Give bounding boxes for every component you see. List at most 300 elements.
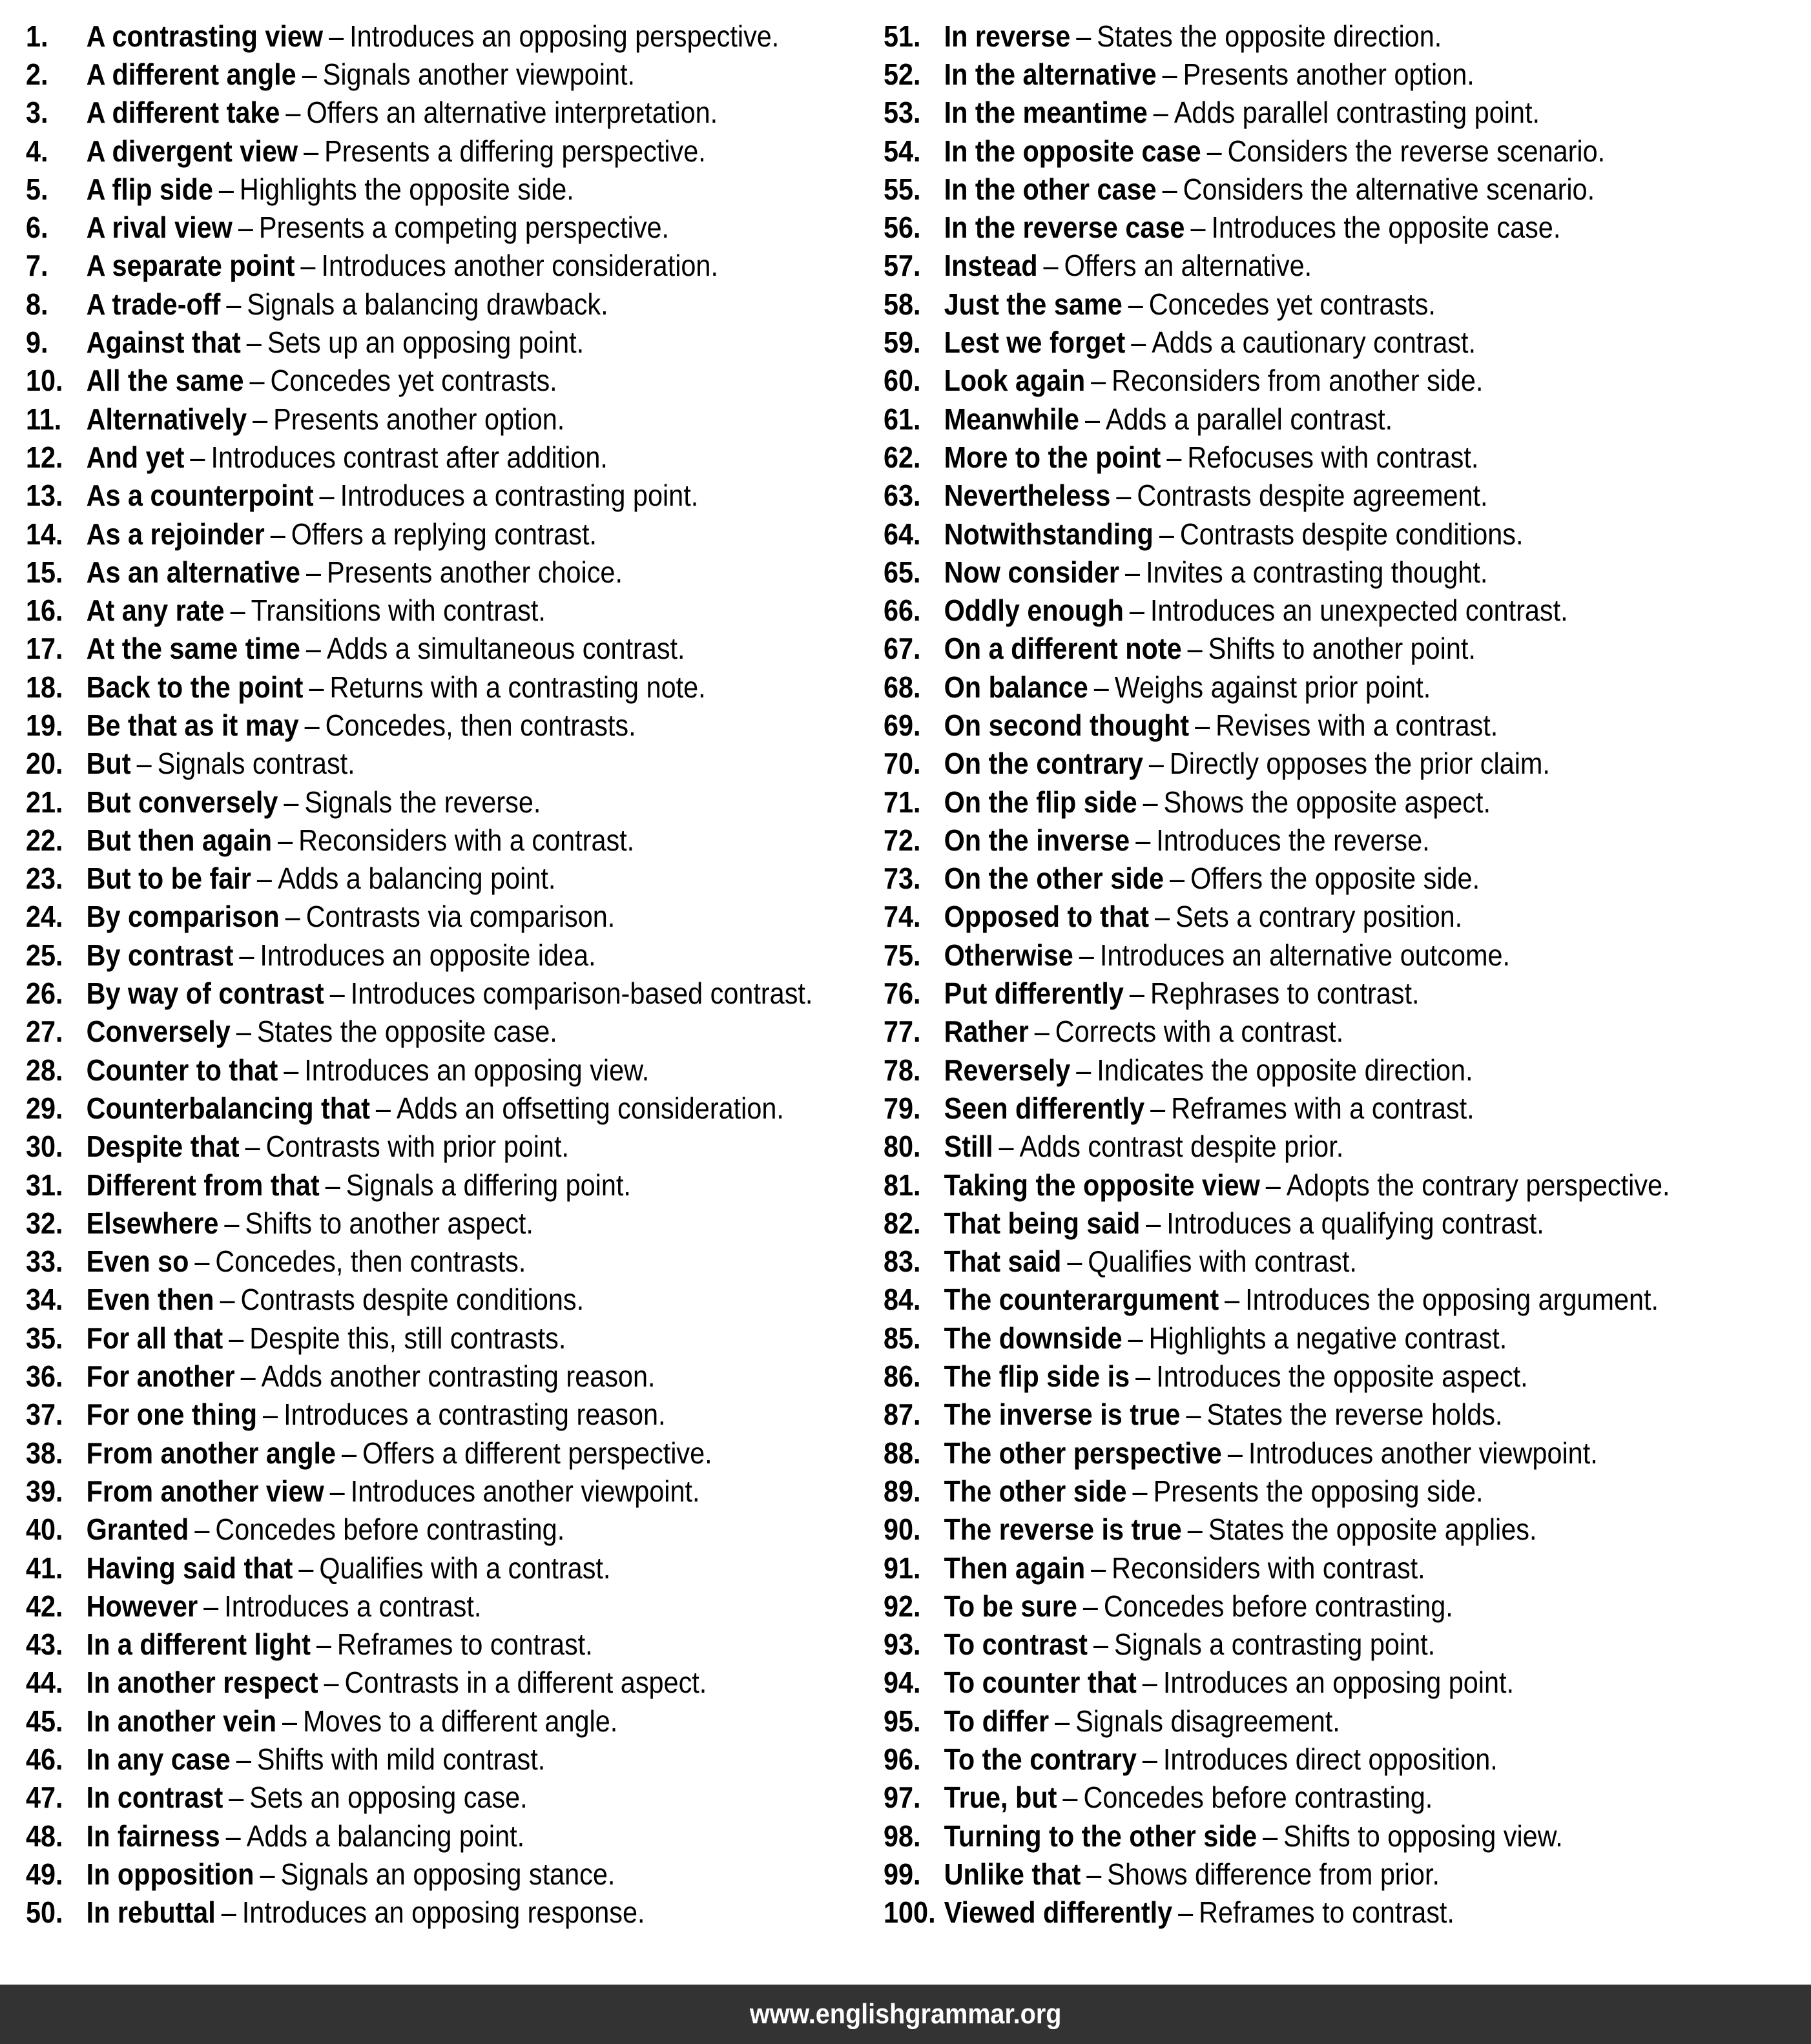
item-separator: – [1116, 479, 1132, 513]
list-item [26, 94, 798, 132]
item-number: 30. [26, 1130, 63, 1164]
item-separator: – [136, 747, 152, 781]
item-phrase: In reverse [944, 19, 1071, 53]
item-phrase: For all that [86, 1321, 223, 1355]
item-phrase: In rebuttal [86, 1895, 216, 1930]
item-number: 1. [26, 19, 48, 53]
item-text [86, 976, 813, 1011]
item-description: Introduces the reverse. [1156, 823, 1430, 857]
item-separator: – [236, 1015, 251, 1049]
list-item [26, 1396, 798, 1434]
item-text [86, 1130, 569, 1164]
item-description: Introduces an alternative outcome. [1099, 938, 1510, 972]
item-phrase: Be that as it may [86, 708, 299, 742]
list-item [884, 936, 1695, 974]
item-text [86, 479, 699, 513]
item-phrase: Now consider [944, 555, 1120, 589]
list-item [26, 1128, 798, 1166]
item-separator: – [253, 402, 268, 436]
item-separator: – [230, 594, 245, 628]
item-separator: – [1129, 976, 1144, 1011]
item-separator: – [375, 1091, 391, 1125]
item-number: 59. [884, 325, 921, 360]
item-number: 10. [26, 364, 63, 398]
item-separator: – [239, 938, 254, 972]
item-text [86, 1895, 645, 1930]
item-text [86, 594, 546, 628]
item-separator: – [270, 517, 285, 551]
item-separator: – [325, 1168, 340, 1202]
item-text [86, 96, 718, 130]
list-item [884, 1434, 1695, 1472]
item-text [87, 404, 565, 434]
item-number: 13. [26, 479, 63, 513]
item-phrase: The other perspective [944, 1436, 1222, 1470]
list-item [884, 1166, 1695, 1204]
item-phrase: Seen differently [944, 1091, 1145, 1125]
item-description: Adds another contrasting reason. [261, 1359, 656, 1394]
item-phrase: Unlike that [944, 1857, 1081, 1891]
item-phrase: In the opposite case [944, 134, 1201, 168]
item-description: Moves to a different angle. [303, 1704, 618, 1738]
list-item [26, 438, 798, 476]
list-item [884, 515, 1695, 553]
item-separator: – [236, 1742, 251, 1776]
item-description: Introduces a contrast. [224, 1589, 482, 1623]
item-description: Invites a contrasting thought. [1146, 555, 1488, 589]
item-number: 61. [884, 402, 921, 436]
list-item [884, 898, 1695, 936]
item-separator: – [1186, 1398, 1201, 1432]
item-number: 94. [884, 1666, 921, 1700]
item-separator: – [1153, 96, 1168, 130]
item-text [87, 442, 608, 472]
item-number: 28. [26, 1053, 63, 1087]
list-item [26, 1587, 798, 1625]
item-separator: – [249, 364, 265, 398]
item-text [87, 1208, 533, 1238]
item-number: 65. [884, 555, 921, 589]
item-description: Introduces another viewpoint. [350, 1474, 700, 1508]
item-separator: – [194, 1512, 210, 1547]
item-description: Presents a competing perspective. [258, 211, 670, 245]
item-separator: – [329, 19, 344, 53]
item-number: 29. [26, 1091, 63, 1125]
list-item [884, 285, 1695, 323]
item-phrase: In the meantime [944, 96, 1148, 130]
item-text [944, 404, 1393, 434]
item-description: Concedes before contrasting. [215, 1512, 565, 1547]
item-text [87, 1859, 616, 1889]
item-separator: – [282, 1704, 298, 1738]
item-separator: – [238, 211, 253, 245]
item-text [87, 519, 597, 549]
item-number: 36. [26, 1359, 63, 1394]
item-description: Introduces an opposing perspective. [349, 19, 780, 53]
list-item [884, 1511, 1695, 1549]
item-description: Qualifies with a contrast. [319, 1551, 611, 1585]
item-separator: – [300, 249, 316, 283]
item-number: 11. [26, 402, 62, 436]
item-number: 21. [26, 785, 63, 819]
item-separator: – [203, 1589, 219, 1623]
item-separator: – [194, 1244, 210, 1279]
list-item [26, 706, 798, 744]
item-separator: – [1146, 1206, 1161, 1240]
item-separator: – [1131, 325, 1146, 360]
item-description: Signals a contrasting point. [1113, 1627, 1436, 1662]
item-text [87, 1744, 546, 1774]
item-text [86, 249, 718, 283]
item-text [944, 1859, 1440, 1889]
item-phrase: In the alternative [944, 57, 1157, 91]
list-item [26, 630, 798, 668]
list-item [884, 1740, 1695, 1778]
item-text [944, 1666, 1515, 1700]
item-text [944, 96, 1540, 130]
list-item [884, 1204, 1695, 1242]
item-phrase: A divergent view [86, 134, 298, 168]
item-text [944, 1781, 1433, 1815]
list-item [884, 1013, 1695, 1051]
item-phrase: To the contrary [944, 1742, 1137, 1776]
item-number: 46. [26, 1742, 63, 1776]
item-number: 20. [26, 747, 63, 781]
item-text [86, 1244, 526, 1279]
item-phrase: Back to the point [86, 670, 304, 704]
item-number: 16. [26, 594, 63, 628]
item-phrase: Having said that [86, 1551, 293, 1585]
item-phrase: Against that [86, 325, 241, 360]
item-separator: – [1187, 1512, 1203, 1547]
list-item [26, 553, 798, 591]
item-description: Revises with a contrast. [1216, 708, 1498, 742]
item-separator: – [304, 134, 319, 168]
item-number: 57. [884, 249, 921, 283]
item-separator: – [1125, 555, 1141, 589]
item-phrase: A trade-off [86, 287, 221, 321]
item-description: Sets an opposing case. [249, 1781, 528, 1815]
item-separator: – [319, 479, 335, 513]
item-text [944, 1553, 1425, 1583]
item-number: 67. [884, 632, 921, 666]
item-description: Introduces comparison-based contrast. [350, 976, 813, 1011]
item-number: 39. [26, 1474, 63, 1508]
item-phrase: At any rate [86, 594, 225, 628]
item-phrase: By way of contrast [86, 976, 324, 1011]
item-phrase: Just the same [944, 287, 1123, 321]
item-number: 53. [884, 96, 921, 130]
item-number: 33. [26, 1244, 63, 1279]
item-number: 66. [884, 594, 921, 628]
item-description: Contrasts with prior point. [265, 1130, 569, 1164]
list-item [884, 974, 1695, 1012]
item-text [86, 1359, 656, 1394]
item-text [86, 1015, 557, 1049]
item-text [86, 1512, 565, 1547]
item-description: Indicates the opposite direction. [1097, 1053, 1473, 1087]
item-description: Introduces direct opposition. [1163, 1742, 1498, 1776]
item-description: Offers a different perspective. [362, 1436, 712, 1470]
item-phrase: To contrast [944, 1627, 1088, 1662]
item-description: Introduces a contrasting reason. [284, 1398, 666, 1432]
item-text [87, 136, 706, 166]
item-description: Introduces an opposing view. [304, 1053, 650, 1087]
list-item [884, 1894, 1695, 1932]
item-description: Reconsiders from another side. [1112, 364, 1484, 398]
item-separator: – [1170, 862, 1185, 896]
item-separator: – [1142, 1666, 1157, 1700]
item-separator: – [1076, 1053, 1092, 1087]
list-item [884, 1664, 1695, 1702]
item-phrase: From another angle [86, 1436, 336, 1470]
item-phrase: A different angle [86, 57, 296, 91]
item-number: 3. [26, 96, 48, 130]
item-number: 98. [884, 1819, 921, 1853]
item-separator: – [285, 96, 301, 130]
item-phrase: More to the point [944, 440, 1161, 474]
item-description: Adds a cautionary contrast. [1152, 325, 1476, 360]
item-phrase: On the inverse [944, 823, 1130, 857]
item-number: 25. [26, 938, 63, 972]
item-text [944, 1591, 1453, 1621]
item-phrase: On the contrary [944, 747, 1143, 781]
list-item [884, 94, 1695, 132]
item-number: 68. [884, 670, 921, 704]
item-description: Shows difference from prior. [1107, 1857, 1440, 1891]
item-description: Signals the reverse. [304, 785, 541, 819]
item-phrase: The inverse is true [944, 1398, 1181, 1432]
item-text [944, 442, 1479, 472]
list-item [26, 974, 813, 1012]
item-number: 40. [26, 1512, 63, 1547]
item-text [944, 594, 1568, 628]
item-description: Signals a balancing drawback. [247, 287, 608, 321]
list-item [884, 1855, 1695, 1893]
item-number: 82. [884, 1206, 921, 1240]
item-phrase: Turning to the other side [944, 1819, 1257, 1853]
item-phrase: But to be fair [86, 862, 251, 896]
item-separator: – [1190, 211, 1206, 245]
list-item [884, 208, 1695, 246]
item-separator: – [305, 632, 321, 666]
item-phrase: True, but [944, 1781, 1057, 1815]
list-item [26, 1740, 798, 1778]
item-text [944, 747, 1550, 781]
item-text [944, 289, 1436, 319]
item-separator: – [1082, 1589, 1098, 1623]
item-separator: – [224, 1206, 240, 1240]
list-item [26, 783, 798, 821]
item-description: Considers the reverse scenario. [1227, 134, 1606, 168]
item-text [944, 1512, 1537, 1547]
list-item [26, 1357, 798, 1395]
list-item [884, 668, 1695, 706]
item-text [944, 940, 1510, 970]
item-description: Introduces a contrasting point. [340, 479, 699, 513]
item-phrase: In any case [86, 1742, 231, 1776]
item-separator: – [1227, 1436, 1243, 1470]
item-phrase: Counter to that [86, 1053, 278, 1087]
item-text [944, 519, 1524, 549]
list-item [884, 783, 1695, 821]
item-text [86, 1666, 707, 1700]
item-phrase: As an alternative [86, 555, 300, 589]
item-number: 9. [26, 325, 48, 360]
item-text [87, 1821, 525, 1851]
item-text [86, 747, 355, 781]
list-item [884, 438, 1695, 476]
item-number: 78. [884, 1053, 921, 1087]
item-text [944, 672, 1431, 702]
list-item [26, 821, 798, 859]
item-separator: – [304, 708, 320, 742]
item-text [87, 825, 635, 855]
item-description: Shifts to another point. [1208, 632, 1476, 666]
item-number: 99. [884, 1857, 921, 1891]
item-separator: – [342, 1436, 357, 1470]
list-item [26, 515, 798, 553]
item-phrase: The downside [944, 1321, 1123, 1355]
item-phrase: Alternatively [86, 402, 247, 436]
item-separator: – [240, 1359, 256, 1394]
list-item [26, 1281, 798, 1319]
item-number: 63. [884, 479, 921, 513]
list-item [884, 591, 1695, 629]
item-number: 86. [884, 1359, 921, 1394]
item-text [944, 900, 1463, 934]
item-description: Contrasts in a different aspect. [344, 1666, 707, 1700]
list-item [884, 1089, 1695, 1127]
list-item [884, 821, 1695, 859]
list-item [26, 247, 798, 285]
item-text [944, 249, 1312, 283]
item-number: 38. [26, 1436, 63, 1470]
item-number: 47. [26, 1781, 63, 1815]
item-number: 77. [884, 1015, 921, 1049]
item-separator: – [229, 1781, 244, 1815]
item-number: 88. [884, 1436, 921, 1470]
item-description: Reconsiders with contrast. [1112, 1551, 1425, 1585]
item-text [87, 1706, 618, 1736]
item-separator: – [1162, 57, 1177, 91]
item-text [944, 787, 1491, 817]
item-description: Signals another viewpoint. [322, 57, 636, 91]
item-description: Introduces another consideration. [321, 249, 718, 283]
item-description: Concedes yet contrasts. [270, 364, 557, 398]
item-separator: – [1162, 172, 1177, 206]
item-phrase: A rival view [86, 211, 233, 245]
item-description: Sets up an opposing point. [267, 325, 585, 360]
item-number: 85. [884, 1321, 921, 1355]
item-separator: – [1263, 1819, 1278, 1853]
phrase-list-column-right [884, 17, 1785, 1932]
item-phrase: Rather [944, 1015, 1029, 1049]
item-text [87, 21, 780, 51]
item-separator: – [1093, 1627, 1108, 1662]
item-text [944, 632, 1476, 666]
item-number: 70. [884, 747, 921, 781]
item-phrase: Opposed to that [944, 900, 1149, 934]
item-number: 24. [26, 900, 63, 934]
item-description: Concedes before contrasting. [1083, 1781, 1433, 1815]
item-number: 62. [884, 440, 921, 474]
item-separator: – [1178, 1895, 1194, 1930]
list-item [884, 860, 1695, 898]
item-number: 52. [884, 57, 921, 91]
item-text [87, 1591, 482, 1621]
list-item [26, 1549, 798, 1587]
item-description: Returns with a contrasting note. [329, 670, 706, 704]
item-description: Concedes, then contrasts. [215, 1244, 526, 1279]
item-description: Concedes yet contrasts. [1148, 287, 1436, 321]
item-text [86, 1781, 528, 1815]
item-separator: – [226, 287, 242, 321]
item-separator: – [1135, 823, 1151, 857]
item-number: 4. [26, 134, 48, 168]
item-phrase: Nevertheless [944, 479, 1111, 513]
item-phrase: From another view [86, 1474, 324, 1508]
item-text [944, 59, 1475, 89]
item-text [944, 1323, 1507, 1353]
item-separator: – [1148, 747, 1164, 781]
item-separator: – [229, 1321, 244, 1355]
item-number: 17. [26, 632, 63, 666]
item-number: 26. [26, 976, 63, 1011]
item-description: Adopts the contrary perspective. [1286, 1168, 1670, 1202]
item-description: Introduces the opposing argument. [1245, 1283, 1659, 1317]
item-phrase: To counter that [944, 1666, 1137, 1700]
item-text [87, 59, 635, 89]
item-description: Contrasts despite conditions. [1179, 517, 1524, 551]
item-number: 45. [26, 1704, 63, 1738]
item-text [944, 1283, 1659, 1317]
item-description: Rephrases to contrast. [1150, 976, 1420, 1011]
item-separator: – [302, 57, 317, 91]
item-text [86, 1398, 666, 1432]
item-phrase: As a counterpoint [86, 479, 314, 513]
item-description: Introduces an opposing point. [1163, 1666, 1515, 1700]
item-description: Introduces contrast after addition. [211, 440, 608, 474]
item-description: Offers a replying contrast. [291, 517, 597, 551]
item-description: Adds a balancing point. [246, 1819, 525, 1853]
item-number: 89. [884, 1474, 921, 1508]
list-item [884, 170, 1695, 208]
list-item [884, 1472, 1695, 1510]
item-number: 81. [884, 1168, 921, 1202]
item-phrase: In opposition [86, 1857, 254, 1891]
item-description: Adds a parallel contrast. [1105, 402, 1393, 436]
item-text [944, 1706, 1340, 1736]
item-number: 95. [884, 1704, 921, 1738]
item-text [944, 325, 1476, 360]
item-description: Reconsiders with a contrast. [298, 823, 635, 857]
item-phrase: On the other side [944, 862, 1164, 896]
item-separator: – [1225, 1283, 1240, 1317]
list-item [884, 1549, 1695, 1587]
item-separator: – [1093, 670, 1109, 704]
item-description: Transitions with contrast. [251, 594, 546, 628]
item-number: 91. [884, 1551, 921, 1585]
item-description: Reframes with a contrast. [1171, 1091, 1475, 1125]
item-text [944, 1130, 1344, 1164]
list-item [884, 55, 1695, 93]
item-description: Offers an alternative. [1064, 249, 1312, 283]
item-text [87, 289, 608, 319]
list-item [26, 170, 798, 208]
item-text [87, 1438, 712, 1468]
item-separator: – [1076, 19, 1092, 53]
